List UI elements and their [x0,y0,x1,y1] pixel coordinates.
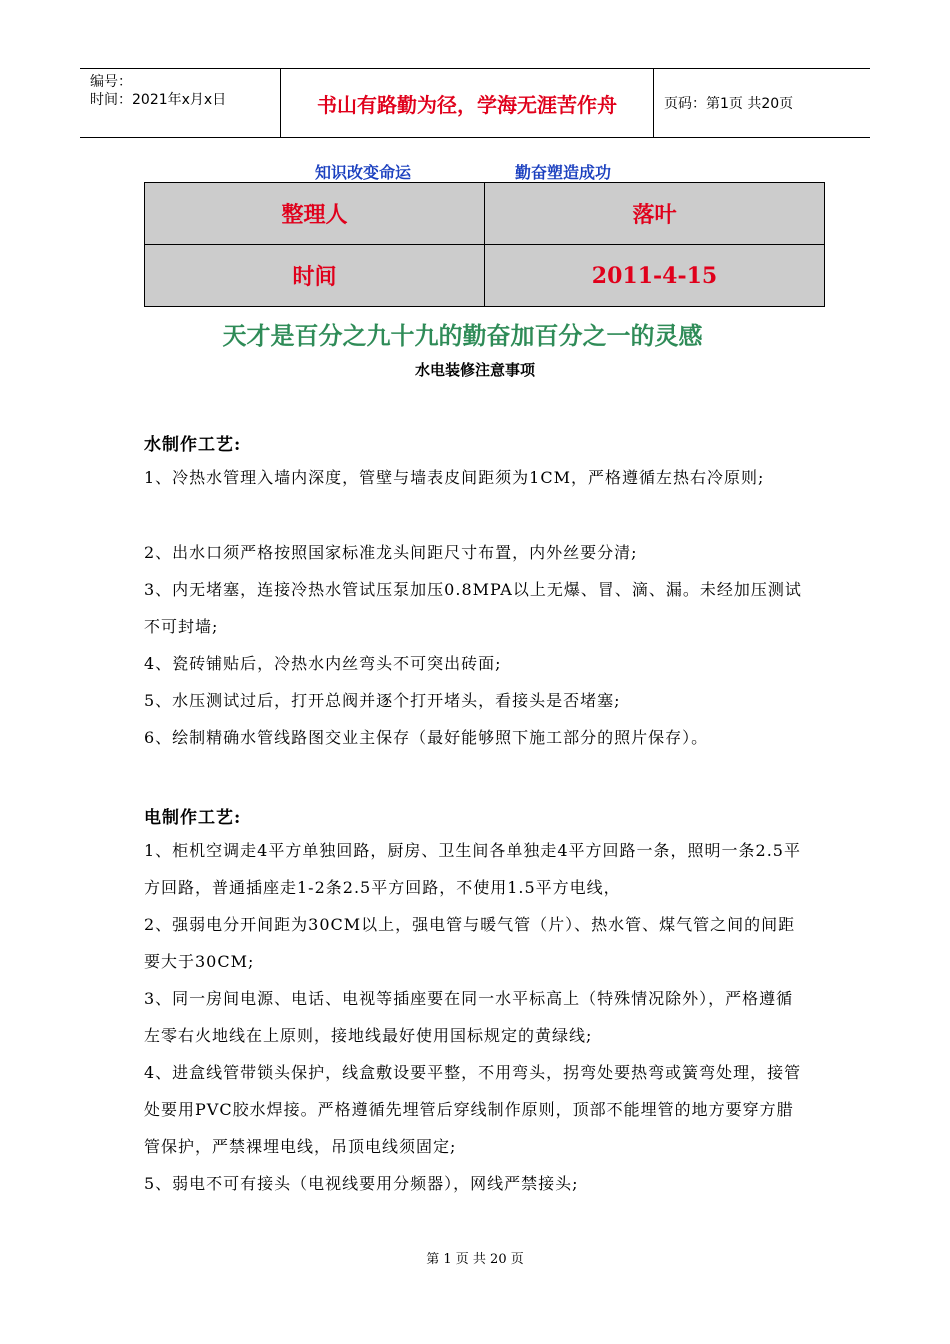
header-meta [80,69,281,137]
document-title: 水电装修注意事项 [414,361,535,379]
electric-item-2: 2、强弱电分开间距为30CM以上，强电管与暖气管（片）、热水管、煤气管之间的间距要大于30CM; [144,915,796,971]
water-item-1: 1、冷热水管理入墙内深度，管壁与墙表皮间距须为1CM，严格遵循左热右冷原则; [144,468,765,487]
organizer-value: 落叶 [485,183,825,245]
water-section-heading: 水制作工艺: [144,435,242,455]
motto-right: 勤奋塑造成功 [515,163,612,182]
document-time: 时间：2021年x月x日 [90,92,227,108]
electric-item-3: 3、同一房间电源、电话、电视等插座要在同一水平标高上（特殊情况除外），严格遵循左零右火地线在上原则，接地线最好使用国标规定的黄绿线; [144,989,794,1045]
header-slogan: 书山有路勤为径，学海无涯苦作舟 [281,69,654,137]
water-item-5: 5、水压测试过后，打开总阀并逐个打开堵头，看接头是否堵塞; [144,691,621,710]
table-row [145,245,825,307]
water-item-4: 4、瓷砖铺贴后，冷热水内丝弯头不可突出砖面; [144,654,502,673]
header-page-info: 页码：第1页 共20页 [664,96,794,112]
water-item-3: 3、内无堵塞，连接冷热水管试压泵加压0.8MPA以上无爆、冒、滴、漏。未经加压测试不可封墙; [144,580,802,636]
time-label: 时间 [145,245,485,307]
electric-section-heading: 电制作工艺: [144,808,242,828]
electric-item-1: 1、柜机空调走4平方单独回路，厨房、卫生间各单独走4平方回路一条，照明一条2.5平方回路，普通插座走1-2条2.5平方回路，不使用1.5平方电线， [144,841,801,897]
page-footer: 第 1 页 共 20 页 [426,1252,524,1267]
quote: 天才是百分之九十九的勤奋加百分之一的灵感 [222,322,703,350]
organizer-label: 整理人 [145,183,485,245]
info-table [144,182,825,307]
motto-left: 知识改变命运 [315,163,412,182]
electric-item-4: 4、进盒线管带锁头保护，线盒敷设要平整，不用弯头，拐弯处要热弯或簧弯处理，接管处要用PVC胶水焊接。严格遵循先埋管后穿线制作原则，顶部不能埋管的地方要穿方腊管保护，严禁裸埋电线，吊顶电线须固定; [144,1063,802,1156]
page-header [80,68,870,138]
document-number: 编号： [90,74,132,90]
table-row [145,183,825,245]
electric-item-5: 5、弱电不可有接头（电视线要用分频器），网线严禁接头; [144,1174,579,1193]
water-item-2: 2、出水口须严格按照国家标准龙头间距尺寸布置，内外丝要分清; [144,543,638,562]
time-value: 2011-4-15 [485,245,825,307]
water-item-6: 6、绘制精确水管线路图交业主保存（最好能够照下施工部分的照片保存）。 [144,728,709,747]
